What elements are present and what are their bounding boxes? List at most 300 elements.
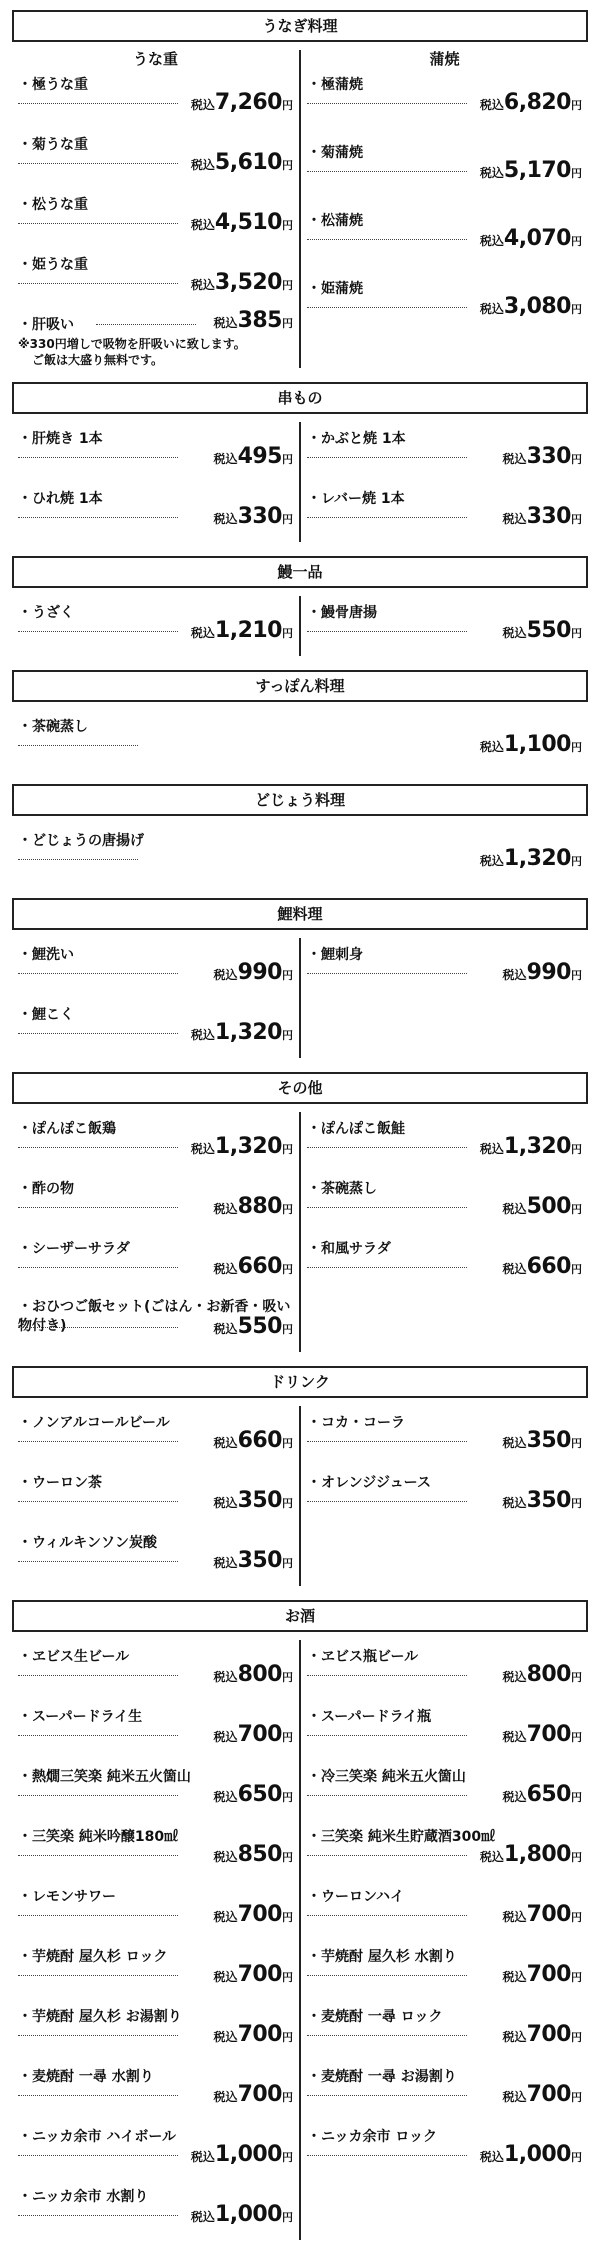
yen-label: 円 xyxy=(282,99,293,112)
dotted-leader xyxy=(18,1033,178,1034)
dotted-leader xyxy=(18,2095,178,2096)
price-amount: 1,210 xyxy=(214,618,282,643)
item-price xyxy=(503,504,582,529)
left-column xyxy=(12,824,588,884)
menu-section xyxy=(12,382,588,542)
tax-label: 税込 xyxy=(213,1496,238,1510)
price-amount: 5,610 xyxy=(214,150,282,175)
tax-label: 税込 xyxy=(479,1850,504,1864)
item-price xyxy=(191,618,293,643)
price-amount: 660 xyxy=(237,1254,282,1279)
tax-label: 税込 xyxy=(213,968,238,982)
item-name: ・麦焼酎 一尋 ロック xyxy=(307,2009,443,2025)
item-price xyxy=(503,1662,582,1687)
dotted-leader xyxy=(18,517,178,518)
note xyxy=(18,336,293,368)
tax-label: 税込 xyxy=(213,512,238,526)
inline-item xyxy=(18,308,293,334)
section-title: 串もの xyxy=(12,382,588,414)
item-name: ・酢の物 xyxy=(18,1181,74,1197)
tax-label: 税込 xyxy=(479,302,504,316)
tax-label: 税込 xyxy=(502,512,527,526)
price-amount: 700 xyxy=(526,1902,571,1927)
item-price xyxy=(503,960,582,985)
item-price xyxy=(480,1842,582,1867)
yen-label: 円 xyxy=(571,1791,582,1804)
yen-label: 円 xyxy=(571,2151,582,2164)
column-heading: 蒲焼 xyxy=(429,50,460,68)
dotted-leader xyxy=(18,1561,178,1562)
dotted-leader xyxy=(18,1795,178,1796)
item-price xyxy=(480,226,582,251)
item-price xyxy=(480,846,582,871)
menu-item xyxy=(18,1292,293,1352)
dotted-leader xyxy=(307,1207,467,1208)
item-price xyxy=(214,1548,293,1573)
item-name: ・鯉こく xyxy=(18,1007,74,1023)
price-amount: 1,100 xyxy=(503,732,571,757)
yen-label: 円 xyxy=(571,1263,582,1276)
yen-label: 円 xyxy=(282,1437,293,1450)
item-name: ・スーパードライ瓶 xyxy=(307,1709,432,1725)
section-columns xyxy=(12,1112,588,1352)
item-price xyxy=(191,210,293,235)
tax-label: 税込 xyxy=(190,626,215,640)
price-amount: 700 xyxy=(237,2082,282,2107)
item-price xyxy=(214,1488,293,1513)
yen-label: 円 xyxy=(282,1557,293,1570)
item-name: ・菊うな重 xyxy=(18,137,88,153)
price-amount: 1,320 xyxy=(214,1134,282,1159)
left-column xyxy=(12,710,588,770)
price-amount: 700 xyxy=(526,2082,571,2107)
yen-label: 円 xyxy=(571,453,582,466)
left-column xyxy=(12,938,301,1058)
tax-label: 税込 xyxy=(213,1202,238,1216)
price-amount: 800 xyxy=(237,1662,282,1687)
price-amount: 550 xyxy=(237,1314,282,1339)
yen-label: 円 xyxy=(282,1203,293,1216)
price-amount: 1,320 xyxy=(503,846,571,871)
item-price xyxy=(503,1254,582,1279)
menu-item xyxy=(18,1760,293,1820)
right-column xyxy=(301,50,588,368)
item-price xyxy=(214,1902,293,1927)
dotted-leader xyxy=(307,2035,467,2036)
price-amount: 4,510 xyxy=(214,210,282,235)
price-amount: 700 xyxy=(237,1722,282,1747)
section-columns xyxy=(12,422,588,542)
tax-label: 税込 xyxy=(502,2030,527,2044)
right-column xyxy=(301,596,588,656)
price-amount: 650 xyxy=(526,1782,571,1807)
right-column xyxy=(301,1112,588,1352)
menu-item xyxy=(18,998,293,1058)
section-columns xyxy=(12,710,588,770)
item-price xyxy=(191,150,293,175)
yen-label: 円 xyxy=(282,2151,293,2164)
dotted-leader xyxy=(307,307,467,308)
yen-label: 円 xyxy=(282,969,293,982)
tax-label: 税込 xyxy=(502,1436,527,1450)
right-column xyxy=(301,422,588,542)
price-amount: 350 xyxy=(237,1488,282,1513)
item-price xyxy=(214,1722,293,1747)
item-price xyxy=(503,1722,582,1747)
dotted-leader xyxy=(18,1327,178,1328)
dotted-leader xyxy=(18,631,178,632)
price-amount: 550 xyxy=(526,618,571,643)
yen-label: 円 xyxy=(282,1497,293,1510)
yen-label: 円 xyxy=(282,219,293,232)
dotted-leader xyxy=(307,1975,467,1976)
menu-item xyxy=(18,1172,293,1232)
item-price xyxy=(191,1134,293,1159)
price-amount: 1,000 xyxy=(503,2142,571,2167)
item-name: ・麦焼酎 一尋 水割り xyxy=(18,2069,154,2085)
item-name: ・かぶと焼 1本 xyxy=(307,431,406,447)
section-title: すっぽん料理 xyxy=(12,670,588,702)
section-title: どじょう料理 xyxy=(12,784,588,816)
menu-item xyxy=(307,68,582,136)
item-name: ・ニッカ余市 水割り xyxy=(18,2189,149,2205)
price-amount: 350 xyxy=(237,1548,282,1573)
item-name: ・肝吸い xyxy=(18,317,74,333)
tax-label: 税込 xyxy=(213,316,238,330)
dotted-leader xyxy=(18,1735,178,1736)
item-name: ・肝焼き 1本 xyxy=(18,431,103,447)
section-title: お酒 xyxy=(12,1600,588,1632)
item-name: ・三笑楽 純米吟醸180㎖ xyxy=(18,1829,179,1845)
dotted-leader xyxy=(307,457,467,458)
price-amount: 650 xyxy=(237,1782,282,1807)
item-price xyxy=(503,1962,582,1987)
menu-item xyxy=(18,128,293,188)
item-price xyxy=(191,2202,293,2227)
dotted-leader xyxy=(307,239,467,240)
dotted-leader xyxy=(18,745,138,746)
dotted-leader xyxy=(307,2095,467,2096)
dotted-leader xyxy=(18,457,178,458)
tax-label: 税込 xyxy=(190,218,215,232)
tax-label: 税込 xyxy=(213,1790,238,1804)
item-price xyxy=(480,158,582,183)
item-name: ・鯉洗い xyxy=(18,947,74,963)
yen-label: 円 xyxy=(282,279,293,292)
dotted-leader xyxy=(307,1441,467,1442)
menu-item xyxy=(18,422,293,482)
item-price xyxy=(191,270,293,295)
tax-label: 税込 xyxy=(213,2030,238,2044)
menu-item xyxy=(18,1880,293,1940)
yen-label: 円 xyxy=(282,627,293,640)
menu-item xyxy=(307,272,582,340)
section-columns xyxy=(12,596,588,656)
tax-label: 税込 xyxy=(502,626,527,640)
menu-section xyxy=(12,784,588,884)
tax-label: 税込 xyxy=(190,1028,215,1042)
section-title: その他 xyxy=(12,1072,588,1104)
price-amount: 3,080 xyxy=(503,294,571,319)
item-price xyxy=(214,1254,293,1279)
price-amount: 850 xyxy=(237,1842,282,1867)
item-name: ・極うな重 xyxy=(18,77,88,93)
dotted-leader xyxy=(18,1855,178,1856)
menu-item xyxy=(18,1112,293,1172)
yen-label: 円 xyxy=(282,1323,293,1336)
tax-label: 税込 xyxy=(213,1670,238,1684)
item-price xyxy=(214,444,293,469)
item-price xyxy=(191,90,293,115)
price-amount: 495 xyxy=(237,444,282,469)
tax-label: 税込 xyxy=(213,1436,238,1450)
price-amount: 1,320 xyxy=(214,1020,282,1045)
dotted-leader xyxy=(307,1915,467,1916)
price-amount: 880 xyxy=(237,1194,282,1219)
left-column xyxy=(12,50,301,368)
item-name: ・ヱビス瓶ビール xyxy=(307,1649,419,1665)
item-name: ・スーパードライ生 xyxy=(18,1709,143,1725)
tax-label: 税込 xyxy=(190,1142,215,1156)
yen-label: 円 xyxy=(571,167,582,180)
item-price xyxy=(503,1902,582,1927)
tax-label: 税込 xyxy=(213,1730,238,1744)
tax-label: 税込 xyxy=(190,98,215,112)
menu-item xyxy=(307,482,582,542)
yen-label: 円 xyxy=(282,513,293,526)
tax-label: 税込 xyxy=(479,740,504,754)
yen-label: 円 xyxy=(571,99,582,112)
menu-section xyxy=(12,1072,588,1352)
menu-item xyxy=(18,824,582,884)
item-name: ・レモンサワー xyxy=(18,1889,116,1905)
menu-item xyxy=(307,1700,582,1760)
yen-label: 円 xyxy=(571,855,582,868)
dotted-leader xyxy=(18,2155,178,2156)
price-amount: 350 xyxy=(526,1428,571,1453)
menu-item xyxy=(307,136,582,204)
price-amount: 385 xyxy=(237,308,282,333)
menu-item xyxy=(18,188,293,248)
item-name: ・うざく xyxy=(18,605,74,621)
tax-label: 税込 xyxy=(479,234,504,248)
dotted-leader xyxy=(18,163,178,164)
item-price xyxy=(214,1842,293,1867)
item-price xyxy=(503,2082,582,2107)
tax-label: 税込 xyxy=(213,1322,238,1336)
yen-label: 円 xyxy=(282,453,293,466)
tax-label: 税込 xyxy=(502,1496,527,1510)
dotted-leader xyxy=(18,1975,178,1976)
note-line: ご飯は大盛り無料です。 xyxy=(32,353,164,367)
menu-item xyxy=(307,1820,582,1880)
item-name: ・麦焼酎 一尋 お湯割り xyxy=(307,2069,457,2085)
item-price xyxy=(214,1194,293,1219)
menu-item xyxy=(307,1940,582,2000)
dotted-leader xyxy=(307,1795,467,1796)
yen-label: 円 xyxy=(282,1791,293,1804)
yen-label: 円 xyxy=(571,1437,582,1450)
price-amount: 1,000 xyxy=(214,2202,282,2227)
item-price xyxy=(480,732,582,757)
dotted-leader xyxy=(307,1501,467,1502)
tax-label: 税込 xyxy=(213,1850,238,1864)
tax-label: 税込 xyxy=(502,1670,527,1684)
dotted-leader xyxy=(307,103,467,104)
item-name: ・芋焼酎 屋久杉 水割り xyxy=(307,1949,457,1965)
dotted-leader xyxy=(307,2155,467,2156)
tax-label: 税込 xyxy=(502,1970,527,1984)
right-column xyxy=(301,938,588,1058)
tax-label: 税込 xyxy=(213,452,238,466)
tax-label: 税込 xyxy=(213,2090,238,2104)
yen-label: 円 xyxy=(282,2031,293,2044)
yen-label: 円 xyxy=(571,2091,582,2104)
item-name: ・茶碗蒸し xyxy=(307,1181,377,1197)
yen-label: 円 xyxy=(571,1143,582,1156)
price-amount: 700 xyxy=(526,2022,571,2047)
item-price xyxy=(503,1194,582,1219)
yen-label: 円 xyxy=(282,1143,293,1156)
menu-section xyxy=(12,898,588,1058)
item-name: ・鯉刺身 xyxy=(307,947,363,963)
price-amount: 990 xyxy=(526,960,571,985)
price-amount: 500 xyxy=(526,1194,571,1219)
item-price xyxy=(214,2082,293,2107)
item-name: ・松蒲焼 xyxy=(307,213,363,229)
dotted-leader xyxy=(307,1855,467,1856)
price-amount: 700 xyxy=(526,1722,571,1747)
note-line: ※330円増しで吸物を肝吸いに致します。 xyxy=(18,337,246,351)
yen-label: 円 xyxy=(571,1731,582,1744)
item-price xyxy=(214,1428,293,1453)
price-amount: 990 xyxy=(237,960,282,985)
menu-item xyxy=(18,248,293,308)
tax-label: 税込 xyxy=(479,854,504,868)
price-amount: 700 xyxy=(526,1962,571,1987)
price-amount: 800 xyxy=(526,1662,571,1687)
menu-item xyxy=(307,1880,582,1940)
yen-label: 円 xyxy=(571,627,582,640)
menu-item xyxy=(307,2120,582,2180)
item-name: ・ぽんぽこ飯鶏 xyxy=(18,1121,116,1137)
item-price xyxy=(503,1782,582,1807)
menu-item xyxy=(18,710,582,770)
price-amount: 7,260 xyxy=(214,90,282,115)
menu-item xyxy=(18,1232,293,1292)
section-columns xyxy=(12,1406,588,1586)
menu xyxy=(12,10,588,2240)
dotted-leader xyxy=(307,1147,467,1148)
item-price xyxy=(480,1134,582,1159)
price-amount: 4,070 xyxy=(503,226,571,251)
dotted-leader xyxy=(18,1501,178,1502)
yen-label: 円 xyxy=(282,159,293,172)
section-columns xyxy=(12,1640,588,2240)
item-name: ・姫蒲焼 xyxy=(307,281,363,297)
item-name: ・熱燗三笑楽 純米五火箇山 xyxy=(18,1769,191,1785)
item-name: ・鰻骨唐揚 xyxy=(307,605,377,621)
dotted-leader xyxy=(18,223,178,224)
dotted-leader xyxy=(307,973,467,974)
dotted-leader xyxy=(307,1267,467,1268)
yen-label: 円 xyxy=(571,741,582,754)
menu-section xyxy=(12,1366,588,1586)
tax-label: 税込 xyxy=(190,158,215,172)
left-column xyxy=(12,1640,301,2240)
price-amount: 6,820 xyxy=(503,90,571,115)
yen-label: 円 xyxy=(571,513,582,526)
menu-item xyxy=(18,938,293,998)
section-columns xyxy=(12,50,588,368)
yen-label: 円 xyxy=(282,1671,293,1684)
yen-label: 円 xyxy=(282,2091,293,2104)
dotted-leader xyxy=(96,324,196,325)
price-amount: 660 xyxy=(237,1428,282,1453)
item-name: ・おひつご飯セット(ごはん・お新香・吸い物付き) xyxy=(18,1299,291,1334)
tax-label: 税込 xyxy=(502,452,527,466)
menu-item xyxy=(18,2000,293,2060)
menu-section xyxy=(12,1600,588,2240)
dotted-leader xyxy=(307,631,467,632)
item-name: ・ヱビス生ビール xyxy=(18,1649,130,1665)
price-amount: 660 xyxy=(526,1254,571,1279)
item-name: ・ニッカ余市 ハイボール xyxy=(18,2129,177,2145)
item-name: ・ウィルキンソン炭酸 xyxy=(18,1535,158,1551)
menu-item xyxy=(307,204,582,272)
yen-label: 円 xyxy=(571,1497,582,1510)
tax-label: 税込 xyxy=(190,2150,215,2164)
item-price xyxy=(480,2142,582,2167)
item-name: ・極蒲焼 xyxy=(307,77,363,93)
section-columns xyxy=(12,938,588,1058)
menu-item xyxy=(18,2180,293,2240)
menu-item xyxy=(307,1466,582,1526)
menu-item xyxy=(18,1406,293,1466)
menu-item xyxy=(307,1112,582,1172)
yen-label: 円 xyxy=(571,1203,582,1216)
item-name: ・冷三笑楽 純米五火箇山 xyxy=(307,1769,466,1785)
left-column xyxy=(12,1406,301,1586)
yen-label: 円 xyxy=(282,1851,293,1864)
item-name: ・シーザーサラダ xyxy=(18,1241,130,1257)
dotted-leader xyxy=(307,171,467,172)
item-price xyxy=(214,1662,293,1687)
item-name: ・菊蒲焼 xyxy=(307,145,363,161)
menu-item xyxy=(307,1232,582,1292)
dotted-leader xyxy=(18,1147,178,1148)
tax-label: 税込 xyxy=(502,1202,527,1216)
yen-label: 円 xyxy=(571,2031,582,2044)
price-amount: 700 xyxy=(237,2022,282,2047)
item-price xyxy=(503,1488,582,1513)
item-price xyxy=(191,1020,293,1045)
column-heading: うな重 xyxy=(132,50,178,68)
item-price xyxy=(191,2142,293,2167)
yen-label: 円 xyxy=(571,1851,582,1864)
dotted-leader xyxy=(18,2035,178,2036)
item-name: ・芋焼酎 屋久杉 お湯割り xyxy=(18,2009,182,2025)
item-name: ・三笑楽 純米生貯蔵酒300㎖ xyxy=(307,1829,496,1845)
price-amount: 330 xyxy=(237,504,282,529)
menu-item xyxy=(307,1760,582,1820)
dotted-leader xyxy=(18,283,178,284)
price-amount: 350 xyxy=(526,1488,571,1513)
price-amount: 5,170 xyxy=(503,158,571,183)
item-name: ・ノンアルコールビール xyxy=(18,1415,170,1431)
right-column xyxy=(301,1406,588,1586)
yen-label: 円 xyxy=(282,1971,293,1984)
